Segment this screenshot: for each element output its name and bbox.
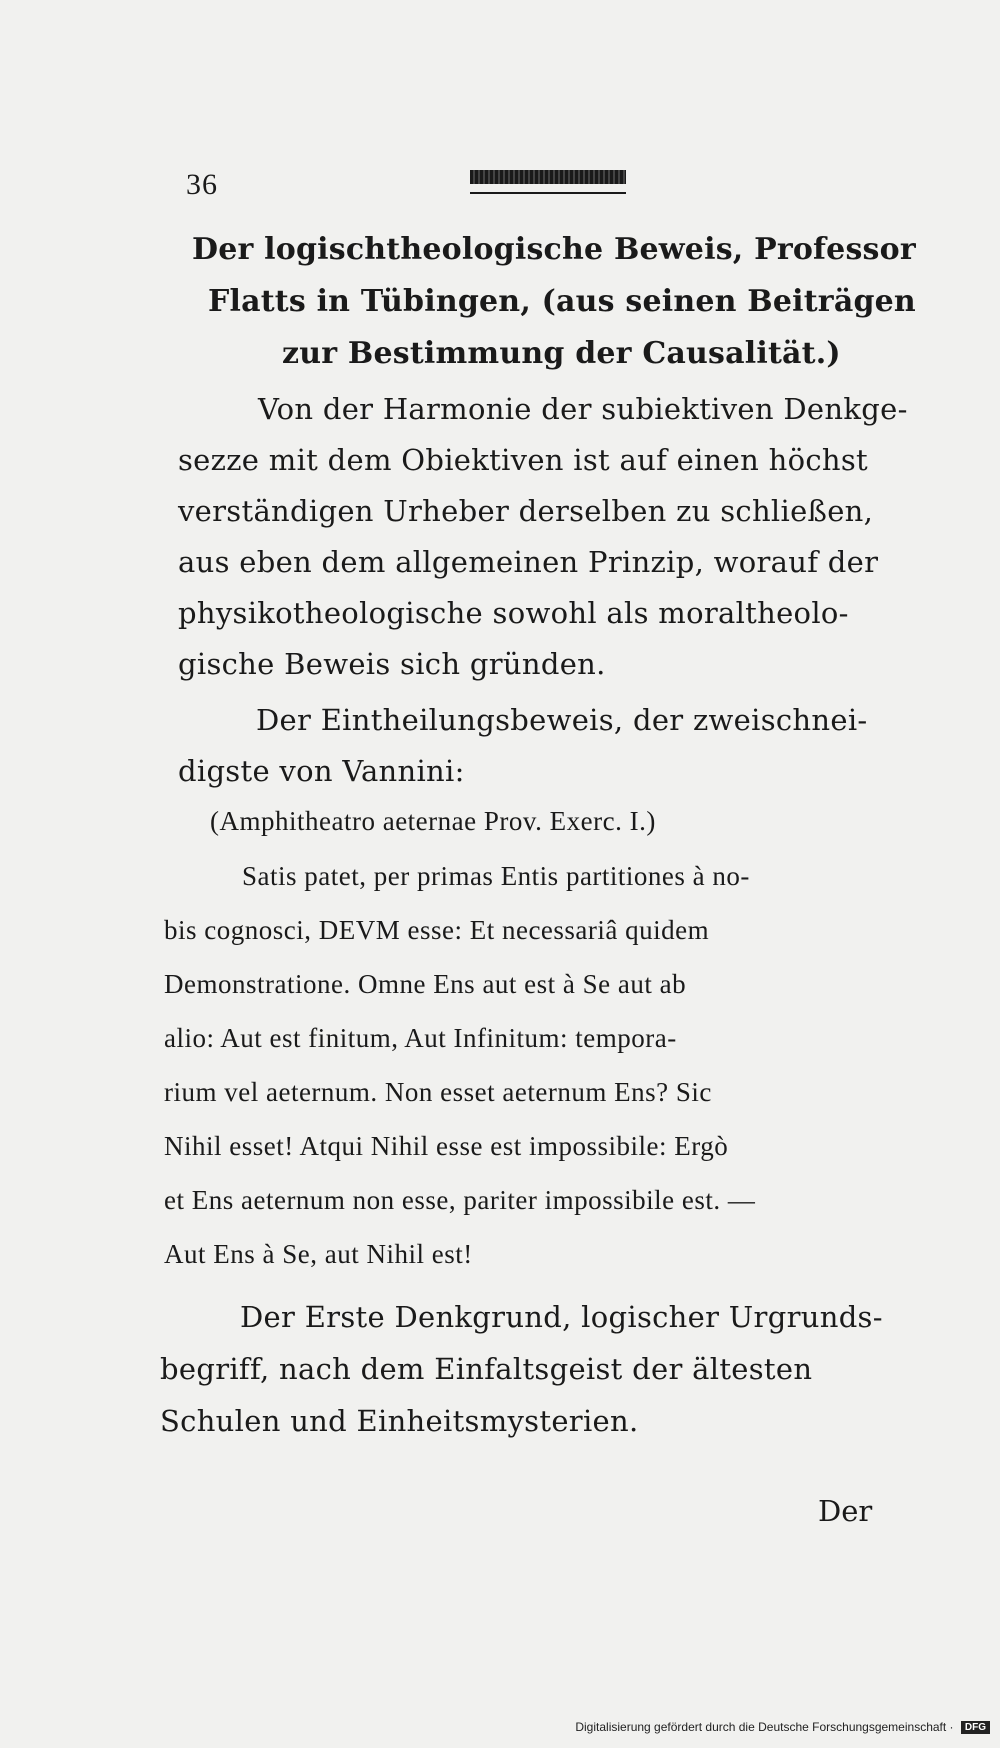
footer-text: Digitalisierung gefördert durch die Deutsche Forschungsgemeinschaft · (575, 1720, 954, 1734)
latin-line-3: Demonstratione. Omne Ens aut est à Se aut ab (164, 969, 687, 999)
latin-line-1: Satis patet, per primas Entis partitiones à no- (242, 861, 750, 891)
paragraph3-line-1: Der Erste Denkgrund, logischer Urgrunds- (240, 1300, 883, 1334)
paragraph1-line-5: physikotheologische sowohl als moraltheolo- (178, 596, 849, 630)
paragraph1-line-1: Von der Harmonie der subiektiven Denkge- (258, 392, 908, 426)
paragraph1-line-2: sezze mit dem Obiektiven ist auf einen höchst (178, 443, 869, 477)
paragraph3-line-3: Schulen und Einheitsmysterien. (160, 1404, 639, 1438)
catchword: Der (818, 1494, 873, 1528)
heading-line-2: Flatts in Tübingen, (aus seinen Beiträgen (208, 284, 916, 319)
paragraph2-line-2: digste von Vannini: (178, 754, 465, 788)
latin-line-7: et Ens aeternum non esse, pariter impossibile est. — (164, 1185, 756, 1215)
citation: (Amphitheatro aeternae Prov. Exerc. I.) (210, 806, 656, 836)
paragraph2-line-1: Der Eintheilungsbeweis, der zweischnei- (256, 703, 868, 737)
latin-line-4: alio: Aut est finitum, Aut Infinitum: tempora- (164, 1023, 677, 1053)
paragraph1-line-4: aus eben dem allgemeinen Prinzip, worauf der (178, 545, 879, 579)
latin-line-5: rium vel aeternum. Non esset aeternum Ens? Sic (164, 1077, 712, 1107)
heading-line-3: zur Bestimmung der Causalität.) (282, 336, 841, 371)
paragraph1-line-6: gische Beweis sich gründen. (178, 647, 606, 681)
page-number: 36 (186, 168, 218, 201)
paragraph3-line-2: begriff, nach dem Einfaltsgeist der ältesten (160, 1352, 813, 1386)
digitization-footer (0, 1720, 1000, 1740)
dfg-logo: DFG (961, 1721, 990, 1734)
header-ornament-rule (470, 170, 626, 184)
heading-line-1: Der logischtheologische Beweis, Professor (192, 232, 916, 267)
latin-line-6: Nihil esset! Atqui Nihil esse est impossibile: Ergò (164, 1131, 729, 1161)
paragraph1-line-3: verständigen Urheber derselben zu schließen, (178, 494, 874, 528)
latin-line-8: Aut Ens à Se, aut Nihil est! (164, 1239, 473, 1269)
latin-line-2: bis cognosci, DEVM esse: Et necessariâ quidem (164, 915, 710, 945)
